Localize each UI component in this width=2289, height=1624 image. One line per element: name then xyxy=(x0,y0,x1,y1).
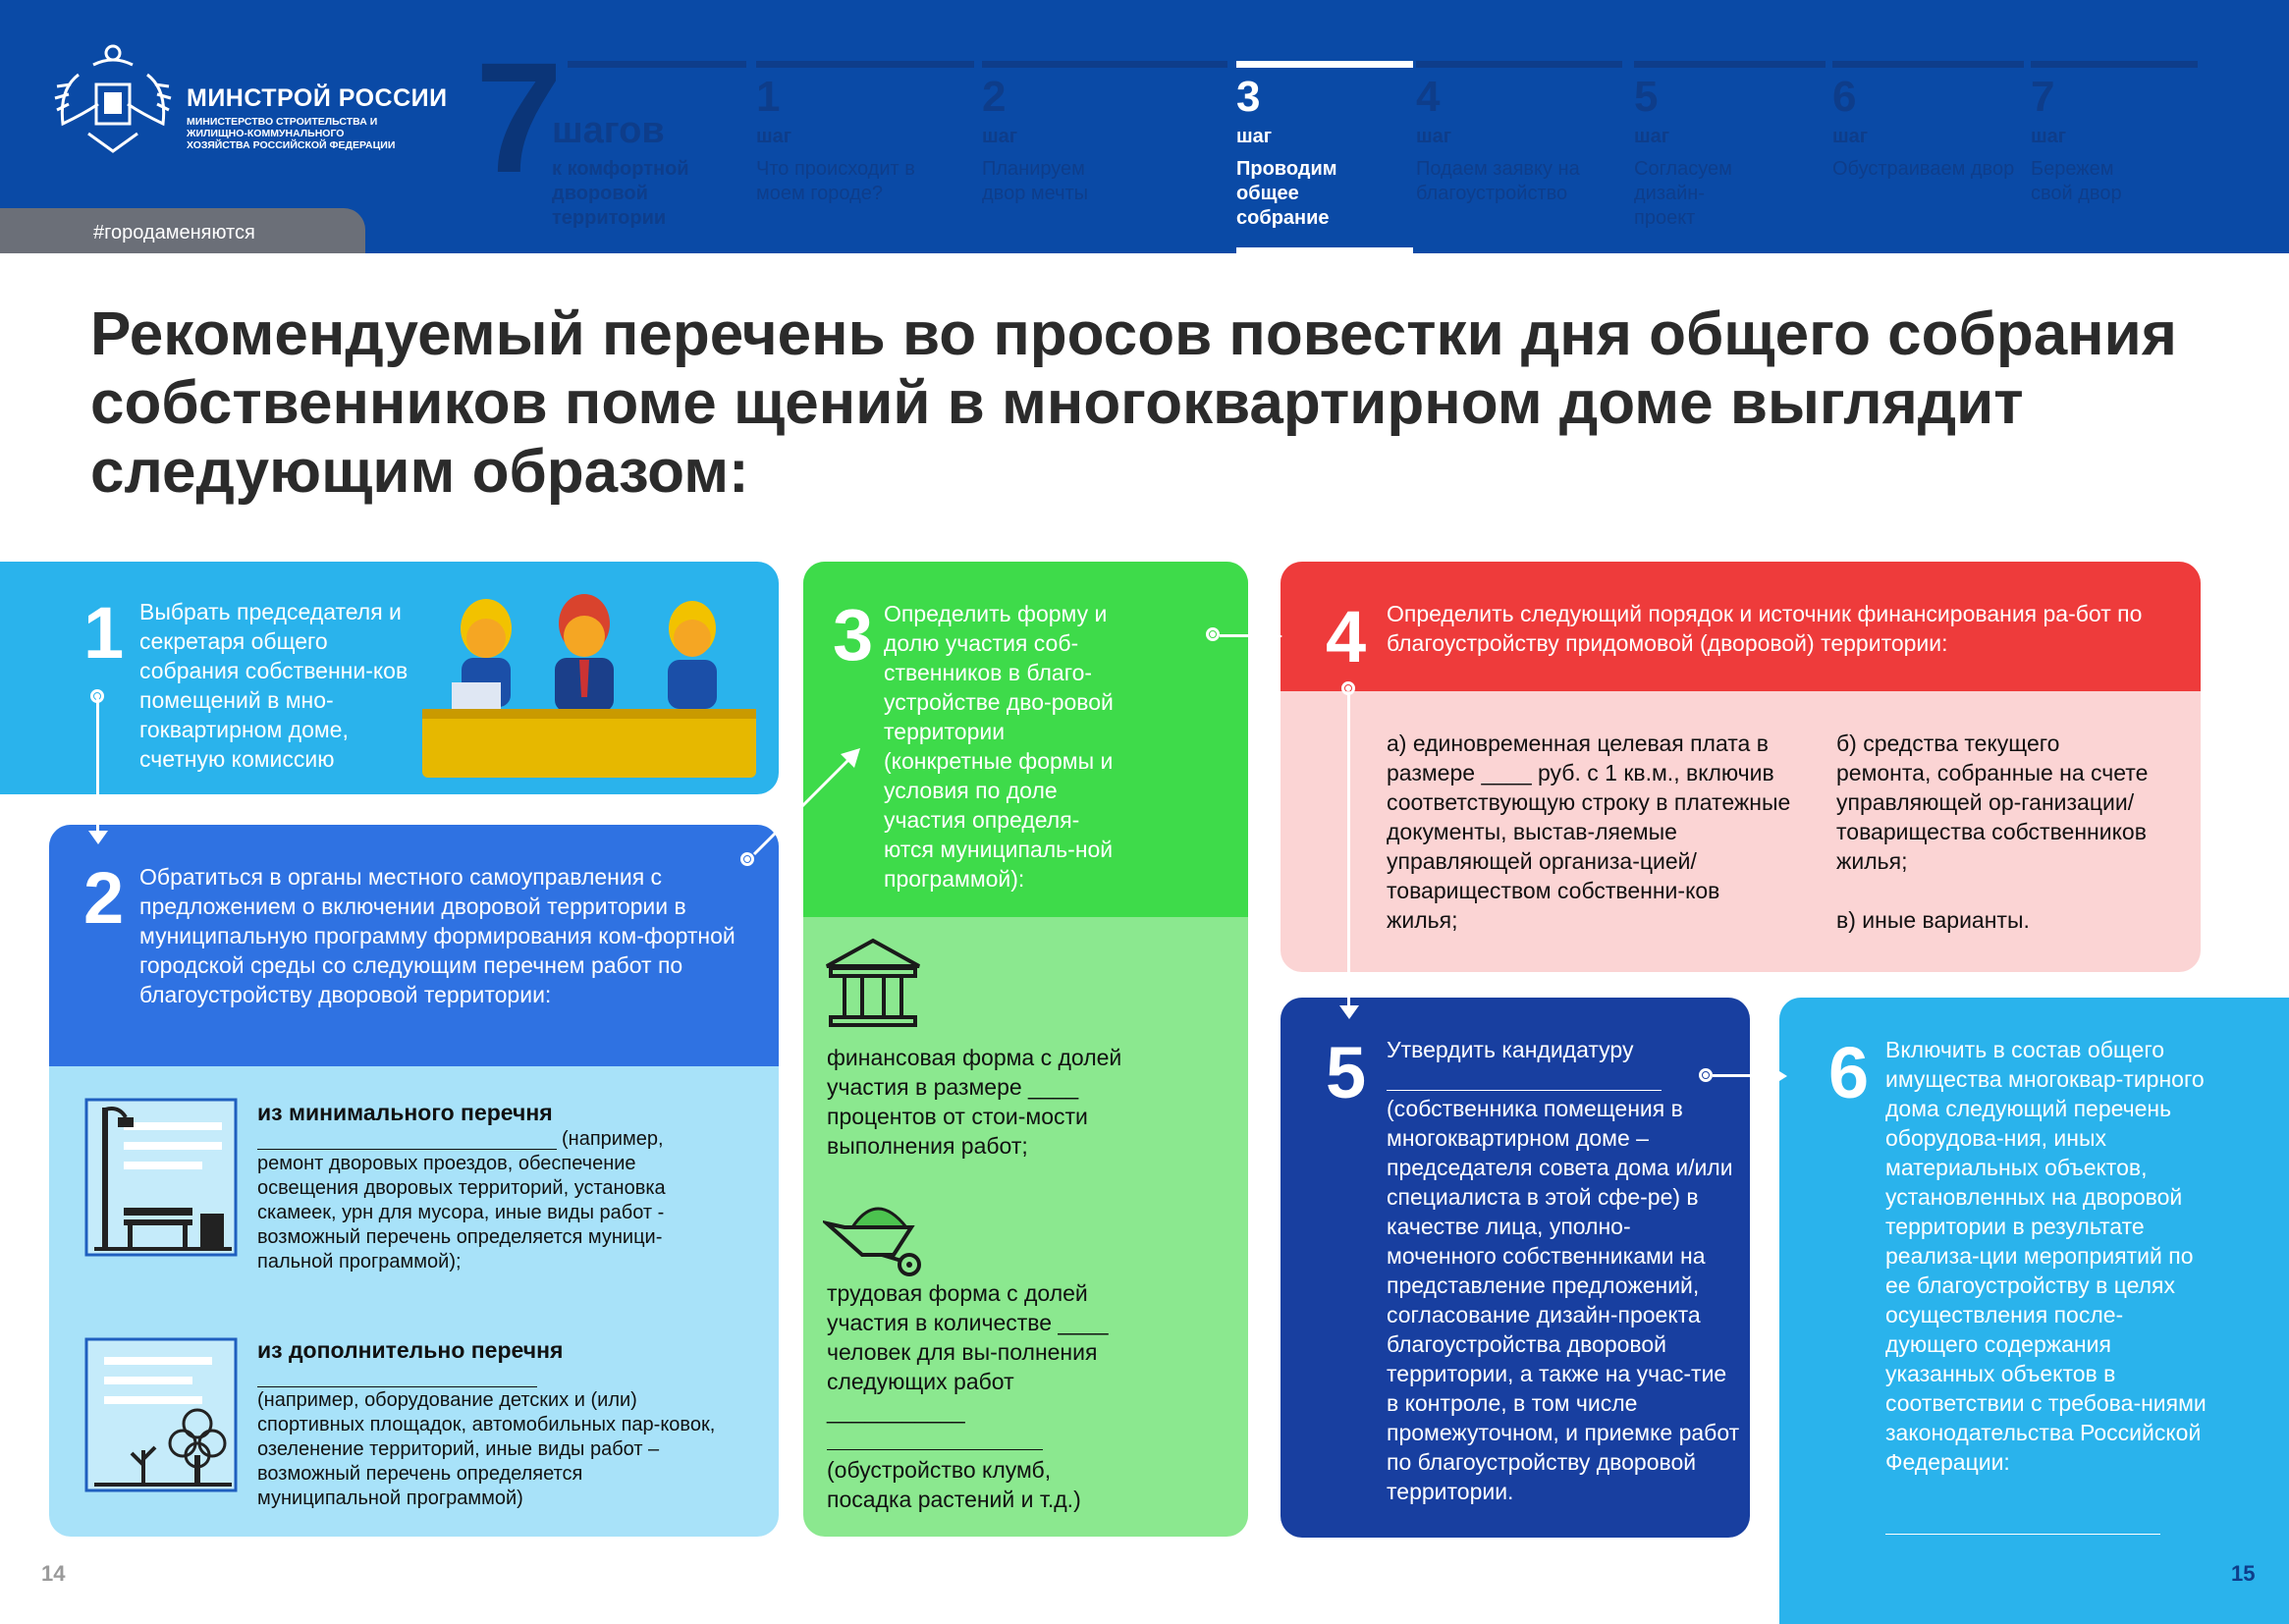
step-word: шаг xyxy=(1634,126,1670,147)
step-word: шаг xyxy=(2031,126,2067,147)
connector-dot xyxy=(1341,681,1355,695)
tree-park-icon xyxy=(84,1337,238,1492)
additional-list-text: (например, оборудование детских и (или) спортивных площадок, автомобильных пар-ковок, озеленение территорий, иные виды работ – возможный перечень определяется муниципальной программой) xyxy=(257,1389,716,1509)
option-a-text: а) единовременная целевая плата в размере ____ руб. с 1 кв.м., включив соответствующую строку в платежные документы, выстав-ляемые управляющей организа-цией/товариществом собственни-ков жилья; xyxy=(1387,731,1791,933)
card-5-number: 5 xyxy=(1326,1032,1367,1113)
page-number-right: 15 xyxy=(2231,1561,2256,1586)
hashtag: #городаменяются xyxy=(93,222,255,244)
arrow-right-icon xyxy=(1771,1066,1787,1086)
connector-dot xyxy=(1699,1068,1713,1082)
step-number: 2 xyxy=(982,73,1007,121)
card-6-text: Включить в состав общего имущества многоквар-тирного дома следующий перечень оборудова-ния, иных материальных объектов, установленных на дворовой территории в результате реализа-ции мероприятий по ее благоустройству в целях осуществления после-дующего содержания указанных объектов в соответствии с требова-ниями законодательства Российской Федерации: xyxy=(1885,1037,2207,1475)
step-word: шаг xyxy=(1236,126,1273,147)
card-4-number: 4 xyxy=(1326,596,1367,677)
connector-dot xyxy=(1206,627,1220,641)
step-desc: Что происходит в моем городе? xyxy=(756,158,915,204)
step-number: 3 xyxy=(1236,73,1261,121)
additional-list-title: из дополнительно перечня xyxy=(257,1337,564,1363)
minimal-list-text: (например, ремонт дворовых проездов, обеспечение освещения дворовых территорий, установка скамеек, урн для мусора, иные виды работ - возможный перечень определяется муници-пальной программой); xyxy=(257,1128,666,1272)
card-6-number: 6 xyxy=(1828,1032,1870,1113)
arrow-down-icon xyxy=(1339,1005,1359,1021)
step-word: шаг xyxy=(982,126,1018,147)
step-word: шаг xyxy=(1416,126,1452,147)
candidate-blank xyxy=(1387,1090,1662,1091)
connector-5-6 xyxy=(1713,1074,1775,1077)
card-2-number: 2 xyxy=(83,857,125,939)
step-number: 1 xyxy=(756,73,781,121)
arrow-down-icon xyxy=(88,831,108,846)
active-step-underline xyxy=(1236,247,1413,253)
step-bar xyxy=(1634,61,1826,68)
brand-name: МИНСТРОЙ РОССИИ xyxy=(187,84,448,112)
brand-subtitle: МИНИСТЕРСТВО СТРОИТЕЛЬСТВА И ЖИЛИЩНО-КОММУНАЛЬНОГО ХОЗЯЙСТВА РОССИЙСКОЙ ФЕДЕРАЦИИ xyxy=(187,116,396,151)
step-bar xyxy=(1832,61,2024,68)
step-number: 6 xyxy=(1832,73,1857,121)
card-2-text: Обратиться в органы местного самоуправления с предложением о включении дворовой территории в муниципальную программу формирования ком-фортной городской среды со следующим перечнем работ по благоустройству дворовой территории: xyxy=(139,864,736,1007)
street-lamp-bench-icon xyxy=(84,1098,238,1257)
additional-list-blank xyxy=(257,1386,537,1387)
step-number: 5 xyxy=(1634,73,1659,121)
step-number: 4 xyxy=(1416,73,1441,121)
option-b-text: б) средства текущего ремонта, собранные на счете управляющей ор-ганизации/товарищества собственников жилья; xyxy=(1836,731,2149,874)
connector-dot xyxy=(90,689,104,703)
step-number: 7 xyxy=(2031,73,2055,121)
labor-form-text: трудовая форма с долей участия в количестве ____ человек для вы-полнения следующих работ ___________ xyxy=(827,1280,1109,1424)
labor-form-blank xyxy=(827,1449,1043,1450)
step-bar xyxy=(756,61,974,68)
bank-building-icon xyxy=(823,935,923,1033)
step-word: шаг xyxy=(1832,126,1869,147)
card-3-text: Определить форму и долю участия соб-ственников в благо-устройстве дво-ровой территории (конкретные формы и условия по доле участия определя-ются муниципаль-ной программой): xyxy=(884,601,1114,892)
card-4-text: Определить следующий порядок и источник финансирования ра-бот по благоустройству придомовой (дворовой) территории: xyxy=(1387,601,2143,656)
card-3-number: 3 xyxy=(833,594,874,676)
minimal-list-title: из минимального перечня xyxy=(257,1100,553,1125)
presidium-people-icon xyxy=(412,589,761,785)
card-1-number: 1 xyxy=(83,592,125,674)
step-bar xyxy=(2031,61,2198,68)
step-desc: Обустраиваем двор xyxy=(1832,158,2015,180)
property-list-blank xyxy=(1885,1534,2160,1535)
step-bar xyxy=(1416,61,1622,68)
step-desc: Проводим общее собрание xyxy=(1236,158,1337,229)
financial-form-text: финансовая форма с долей участия в размере ____ процентов от стои-мости выполнения работ; xyxy=(827,1045,1122,1159)
connector-1-2 xyxy=(96,697,99,835)
step-bar xyxy=(1236,61,1413,68)
steps-count-bar xyxy=(568,61,746,68)
connector-3-4 xyxy=(1220,634,1269,637)
card-5-title: Утвердить кандидатуру xyxy=(1387,1037,1634,1062)
page-number-left: 14 xyxy=(41,1561,66,1586)
connector-2-3 xyxy=(746,744,864,860)
step-desc: Согласуем дизайн-проект xyxy=(1634,158,1732,229)
steps-count-desc: к комфортной дворовой территории xyxy=(552,158,689,229)
step-desc: Планируем двор мечты xyxy=(982,158,1089,204)
card-5-text: (собственника помещения в многоквартирном доме – председателя совета дома и/или специалиста в этой сфе-ре) в качестве лица, уполно-моченного собственниками на представление предложений, согласование дизайн-проекта благоустройства дворовой территории, а также на учас-тие в контроле, в том числе промежуточном, и приемке работ по благоустройству дворовой территории. xyxy=(1387,1096,1740,1504)
arrow-right-icon xyxy=(1267,626,1282,646)
wheelbarrow-icon xyxy=(823,1190,933,1278)
card-1-text: Выбрать председателя и секретаря общего собрания собственни-ков помещений в мно-гоквартирном доме, счетную комиссию xyxy=(139,599,409,772)
page-title: Рекомендуемый перечень во просов повестки дня общего собрания собственников поме щений в многоквартирном доме выглядит следующим образом: xyxy=(90,300,2177,506)
steps-count-number: 7 xyxy=(475,29,563,205)
labor-form-note: (обустройство клумб, посадка растений и т.д.) xyxy=(827,1457,1081,1512)
step-word: шаг xyxy=(756,126,792,147)
option-v-text: в) иные варианты. xyxy=(1836,907,2030,933)
steps-count-word: шагов xyxy=(552,110,665,151)
eagle-emblem-icon xyxy=(49,35,177,163)
step-desc: Подаем заявку на благоустройство xyxy=(1416,158,1580,204)
step-desc: Бережем свой двор xyxy=(2031,158,2122,204)
connector-4-5 xyxy=(1347,695,1350,1007)
step-bar xyxy=(982,61,1227,68)
